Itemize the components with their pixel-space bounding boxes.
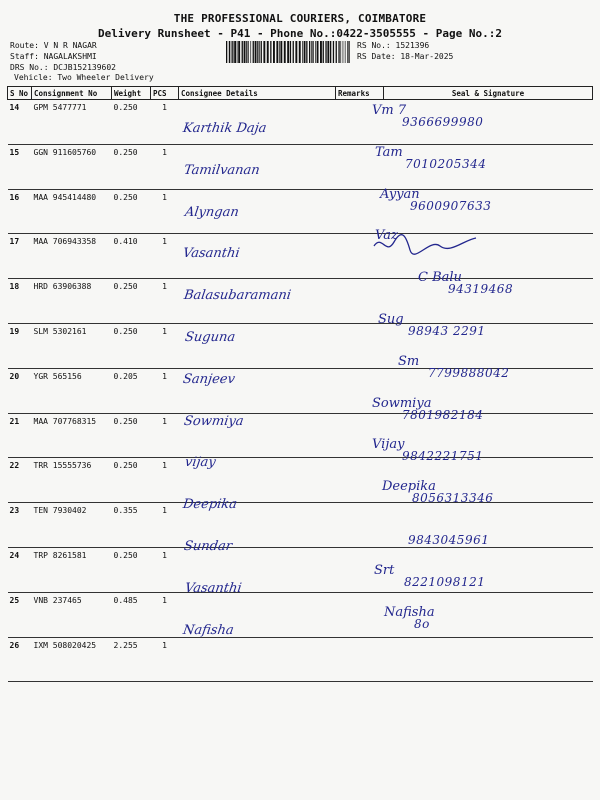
barcode-bar — [276, 41, 278, 63]
sno-cell: 14 — [8, 100, 32, 145]
table-row — [8, 413, 593, 458]
table-row — [8, 189, 593, 234]
weight-cell: 0.205 — [112, 368, 151, 413]
barcode-bar — [257, 41, 258, 63]
phone-handwritten: 9842221751 — [402, 449, 484, 464]
weight-cell: 2.255 — [112, 637, 151, 682]
weight-cell: 0.250 — [112, 279, 151, 324]
pcs-cell: 1 — [151, 547, 179, 592]
remarks-cell — [336, 279, 384, 324]
consignment-cell: GGN 911605760 — [32, 144, 112, 189]
table-row — [8, 458, 593, 503]
barcode-bar — [304, 41, 306, 63]
pcs-cell: 1 — [151, 413, 179, 458]
sno-cell: 25 — [8, 592, 32, 637]
barcode-bar — [290, 41, 291, 63]
barcode-bar — [336, 41, 337, 63]
consignment-cell: HRD 63906388 — [32, 279, 112, 324]
phone-handwritten: 7799888042 — [428, 365, 510, 380]
col-signature: Seal & Signature — [384, 87, 593, 100]
col-consignee: Consignee Details — [179, 87, 336, 100]
phone-handwritten: 7010205344 — [405, 156, 487, 171]
pcs-cell: 1 — [151, 637, 179, 682]
rs-number: RS No.: 1521396 — [357, 41, 430, 50]
barcode-bar — [299, 41, 301, 63]
sno-cell: 26 — [8, 637, 32, 682]
table-row — [8, 637, 593, 682]
consignment-cell: MAA 706943358 — [32, 234, 112, 279]
barcode-bar — [317, 41, 319, 63]
weight-cell: 0.250 — [112, 100, 151, 145]
sno-cell: 23 — [8, 503, 32, 548]
weight-cell: 0.250 — [112, 458, 151, 503]
sno-cell: 20 — [8, 368, 32, 413]
barcode-bar — [348, 41, 349, 63]
sno-cell: 19 — [8, 323, 32, 368]
table-row — [8, 144, 593, 189]
weight-cell: 0.250 — [112, 413, 151, 458]
table-row — [8, 547, 593, 592]
barcode-bar — [267, 41, 269, 63]
signature-handwritten: Ayyan — [380, 186, 420, 202]
consignment-cell: VNB 237465 — [32, 592, 112, 637]
signature-handwritten: Vijay — [372, 437, 405, 453]
signature-handwritten: Sm — [398, 353, 420, 369]
phone-handwritten: 94319468 — [448, 282, 514, 297]
barcode-bar — [327, 41, 329, 63]
barcode-bar — [279, 41, 280, 63]
barcode-bar — [287, 41, 289, 63]
route-label: Route: V N R NAGAR — [10, 41, 97, 50]
barcode-bar — [315, 41, 316, 63]
barcode-bar — [330, 41, 331, 63]
barcode-bar — [242, 41, 243, 63]
col-remarks: Remarks — [336, 87, 384, 100]
col-sno: S No — [8, 87, 32, 100]
barcode-bar — [306, 41, 307, 63]
weight-cell: 0.250 — [112, 144, 151, 189]
barcode-bar — [338, 41, 339, 63]
consignee-name-handwritten: Alyngan — [183, 204, 240, 220]
signature-handwritten: Sug — [378, 312, 404, 327]
barcode-bar — [248, 41, 249, 63]
sno-cell: 21 — [8, 413, 32, 458]
phone-handwritten: 9366699980 — [402, 115, 484, 129]
barcode-bar — [229, 41, 230, 63]
barcode-bar — [311, 41, 312, 63]
phone-handwritten: 9843045961 — [408, 533, 490, 547]
barcode-bar — [231, 41, 232, 63]
consignee-name-handwritten: Vasanthi — [181, 246, 241, 262]
barcode-bar — [302, 41, 303, 63]
weight-cell: 0.485 — [112, 592, 151, 637]
pcs-cell: 1 — [151, 189, 179, 234]
barcode-bar — [325, 41, 326, 63]
consignee-name-handwritten: Nafisha — [181, 622, 235, 638]
pcs-cell: 1 — [151, 458, 179, 503]
barcode-bar — [280, 41, 282, 63]
barcode-bar — [320, 41, 322, 63]
table-row — [8, 234, 593, 279]
remarks-cell — [336, 189, 384, 234]
consignee-name-handwritten: Sanjeev — [181, 371, 236, 387]
signature-handwritten: C Balu — [418, 270, 462, 286]
consignee-name-handwritten: Vasanthi — [183, 580, 243, 596]
barcode-bar — [246, 41, 247, 63]
barcode-bar — [345, 41, 346, 63]
barcode-bar — [312, 41, 313, 63]
barcode-bar — [343, 41, 344, 63]
barcode — [226, 41, 350, 63]
barcode-bar — [333, 41, 334, 63]
col-pcs: PCS — [151, 87, 179, 100]
barcode-bar — [238, 41, 240, 63]
consignment-cell: YGR 565156 — [32, 368, 112, 413]
weight-cell: 0.250 — [112, 547, 151, 592]
barcode-bar — [270, 41, 271, 63]
consignment-cell: SLM 5302161 — [32, 323, 112, 368]
consignment-cell: TEN 7930402 — [32, 503, 112, 548]
weight-cell: 0.250 — [112, 189, 151, 234]
remarks-cell — [336, 458, 384, 503]
pcs-cell: 1 — [151, 100, 179, 145]
phone-handwritten: 9600907633 — [410, 198, 492, 213]
barcode-bar — [232, 41, 233, 63]
phone-handwritten: 98943 2291 — [408, 324, 486, 338]
barcode-bar — [293, 41, 294, 63]
pcs-cell: 1 — [151, 323, 179, 368]
consignee-name-handwritten: Suguna — [183, 330, 237, 345]
pcs-cell: 1 — [151, 234, 179, 279]
weight-cell: 0.355 — [112, 503, 151, 548]
barcode-bar — [234, 41, 236, 63]
consignment-cell: TRP 8261581 — [32, 547, 112, 592]
drs-label: DRS No.: DCJB152139602 — [10, 63, 116, 72]
signature-handwritten: Srt — [374, 562, 395, 578]
barcode-bar — [253, 41, 254, 63]
vehicle-label: Vehicle: Two Wheeler Delivery — [14, 73, 154, 82]
consignment-cell: MAA 945414480 — [32, 189, 112, 234]
signature-handwritten: Tam — [375, 144, 403, 160]
consignment-cell: TRR 15555736 — [32, 458, 112, 503]
barcode-bar — [261, 41, 262, 63]
barcode-bar — [244, 41, 246, 63]
barcode-bar — [226, 41, 227, 63]
consignment-cell: GPM 5477771 — [32, 100, 112, 145]
runsheet-title: Delivery Runsheet - P41 - Phone No.:0422-3505555 - Page No.:2 — [98, 27, 502, 40]
signature-handwritten: Deepika — [382, 479, 436, 495]
company-title: THE PROFESSIONAL COURIERS, COIMBATORE — [173, 12, 427, 25]
phone-handwritten: 7801982184 — [402, 407, 484, 422]
sno-cell: 24 — [8, 547, 32, 592]
signature-scribble-icon — [370, 232, 480, 258]
table-row — [8, 100, 593, 145]
consignee-name-handwritten: Sowmiya — [182, 413, 245, 429]
barcode-bar — [250, 41, 251, 63]
remarks-cell — [336, 592, 384, 637]
delivery-table — [7, 86, 593, 682]
consignment-cell: IXM 508020425 — [32, 637, 112, 682]
table-header — [8, 87, 593, 100]
col-consignment: Consignment No — [32, 87, 112, 100]
barcode-bar — [295, 41, 297, 63]
barcode-bar — [263, 41, 265, 63]
phone-handwritten: 8221098121 — [404, 574, 486, 589]
barcode-bar — [323, 41, 324, 63]
remarks-cell — [336, 637, 384, 682]
pcs-cell: 1 — [151, 503, 179, 548]
consignee-name-handwritten: Balasubaramani — [182, 288, 292, 304]
barcode-bar — [255, 41, 257, 63]
table-row — [8, 592, 593, 637]
barcode-bar — [259, 41, 260, 63]
signature-handwritten: Sowmiya — [372, 395, 432, 411]
pcs-cell: 1 — [151, 368, 179, 413]
phone-handwritten: 8056313346 — [412, 491, 494, 506]
consignee-name-handwritten: Sundar — [182, 539, 233, 554]
barcode-bar — [273, 41, 275, 63]
signature-handwritten: Nafisha — [384, 604, 435, 620]
pcs-cell: 1 — [151, 144, 179, 189]
table-row — [8, 323, 593, 368]
phone-handwritten: 8o — [414, 616, 430, 631]
barcode-bar — [284, 41, 286, 63]
table-row — [8, 503, 593, 548]
rs-date: RS Date: 18-Mar-2025 — [357, 52, 454, 61]
signature-handwritten: Vaz — [375, 228, 398, 244]
signature-handwritten: Vm 7 — [372, 103, 407, 118]
pcs-cell: 1 — [151, 592, 179, 637]
consignee-name-handwritten: Tamilvanan — [182, 162, 261, 178]
barcode-bar — [340, 41, 341, 63]
remarks-cell — [336, 323, 384, 368]
barcode-bar — [347, 41, 348, 63]
pcs-cell: 1 — [151, 279, 179, 324]
col-weight: Weight — [112, 87, 151, 100]
consignee-name-handwritten: Karthik Daja — [181, 121, 268, 136]
weight-cell: 0.250 — [112, 323, 151, 368]
sno-cell: 18 — [8, 279, 32, 324]
barcode-bar — [309, 41, 310, 63]
consignee-cell — [179, 637, 336, 682]
consignee-name-handwritten: Deepika — [181, 497, 238, 513]
barcode-bar — [237, 41, 238, 63]
staff-label: Staff: NAGALAKSHMI — [10, 52, 97, 61]
signature-cell — [384, 637, 593, 682]
sno-cell: 15 — [8, 144, 32, 189]
consignment-cell: MAA 707768315 — [32, 413, 112, 458]
sno-cell: 22 — [8, 458, 32, 503]
sno-cell: 16 — [8, 189, 32, 234]
sno-cell: 17 — [8, 234, 32, 279]
weight-cell: 0.410 — [112, 234, 151, 279]
remarks-cell — [336, 503, 384, 548]
consignee-name-handwritten: vijay — [183, 455, 217, 471]
